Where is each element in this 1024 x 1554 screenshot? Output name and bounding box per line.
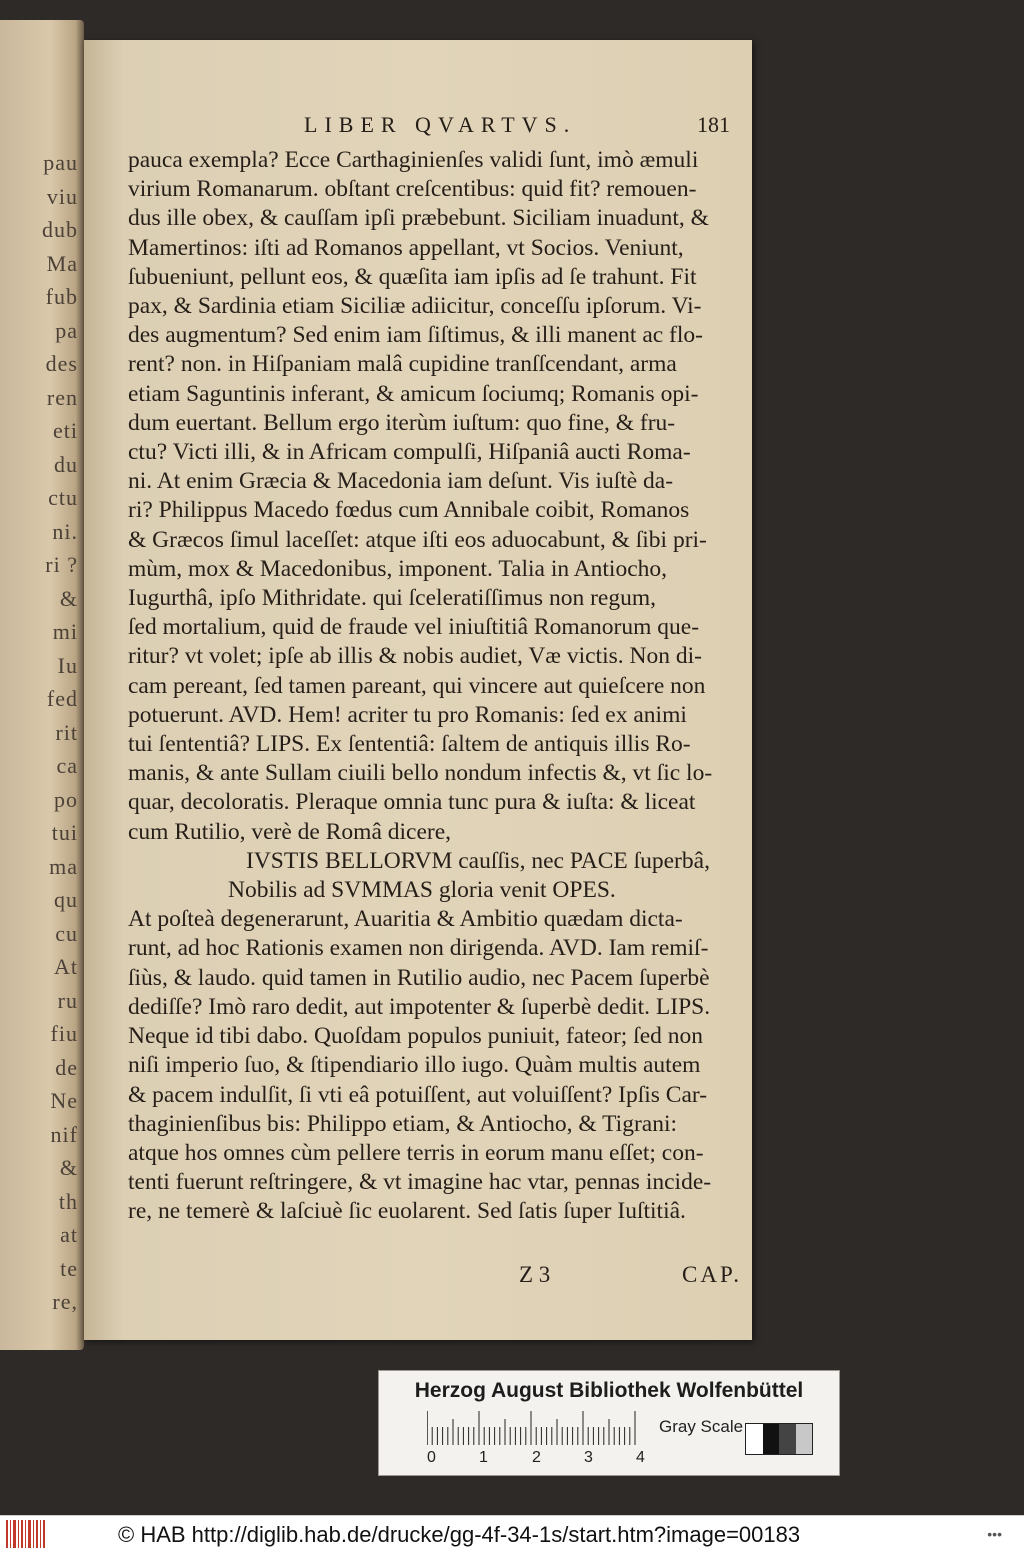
text-line: ritur? vt volet; ipſe ab illis & nobis audiet, Væ victis. Non di- [128, 643, 702, 670]
facing-page-fragment: ma [49, 853, 78, 879]
facing-page-fragment: ni. [52, 518, 78, 544]
scale-number: 2 [532, 1449, 541, 1466]
facing-page-fragment: rit [55, 719, 78, 745]
facing-page-edge [0, 20, 84, 1350]
facing-page-fragment: du [54, 451, 78, 477]
page-number: 181 [697, 112, 730, 137]
running-title: LIBER QVARTVS. [304, 112, 577, 137]
facing-page-fragment: ri ? [45, 552, 78, 577]
facing-page-fragment: des [45, 351, 78, 376]
facing-page-fragment: te [60, 1255, 78, 1281]
catchword: CAP. [682, 1262, 742, 1287]
gray-scale-swatch [745, 1423, 813, 1455]
text-line: Neque id tibi dabo. Quoſdam populos puniuit, fateor; ſed non [128, 1023, 704, 1050]
page-body [128, 146, 768, 1227]
facing-page-fragment: tui [51, 820, 78, 845]
text-line: Iugurthâ, ipſo Mithridate. qui ſceleratiſſimus non regum, [128, 585, 656, 612]
text-line: cum Rutilio, verè de Româ dicere, [128, 818, 452, 845]
facing-page-fragment: ca [56, 753, 78, 778]
text-line: pauca exempla? Ecce Carthaginienſes validi ſunt, imò æmuli [128, 147, 699, 173]
ruler-icon [427, 1411, 647, 1445]
facing-page-fragment: po [54, 786, 78, 812]
text-line: dus ille obex, & cauſſam ipſi præbebunt. Siciliam inuadunt, & [128, 205, 709, 232]
facing-page-fragment: at [60, 1222, 78, 1247]
scale-number: 1 [479, 1449, 488, 1466]
facing-page-fragment: Iu [57, 652, 78, 678]
facing-page-fragment: ren [46, 384, 78, 410]
text-line: ſed mortalium, quid de fraude vel iniuſtitiâ Romanorum que- [128, 614, 700, 641]
facing-page-fragment: fed [46, 686, 78, 711]
verse-line: IVSTIS BELLORVM cauſſis, nec PACE ſuperbâ, [246, 847, 710, 874]
text-line: virium Romanarum. obſtant creſcentibus: quid fit? remouen- [128, 176, 697, 203]
scale-number: 3 [584, 1449, 593, 1466]
facing-page-fragment: & [59, 1155, 78, 1180]
text-line: & pacem indulſit, ſi vti eâ potuiſſent, aut voluiſſent? Ipſis Car- [128, 1081, 708, 1108]
color-reference-card [378, 1370, 840, 1476]
facing-page-fragment: qu [54, 887, 78, 912]
text-line: potuerunt. AVD. Hem! acriter tu pro Romanis: ſed ex animi [128, 701, 687, 728]
text-line: manis, & ante Sullam ciuili bello nondum infectis &, vt ſic lo- [128, 760, 713, 787]
verse-line: Nobilis ad SVMMAS gloria venit OPES. [228, 877, 616, 904]
facing-page-fragment: fub [45, 284, 78, 309]
text-line: runt, ad hoc Rationis examen non dirigenda. AVD. Iam remiſ- [128, 935, 709, 962]
facing-page-fragment: & [59, 585, 78, 611]
more-icon[interactable]: ••• [987, 1526, 1002, 1542]
scale-number: 4 [636, 1449, 645, 1466]
scale-number: 0 [427, 1449, 436, 1466]
text-line: tui ſententiâ? LIPS. Ex ſententiâ: ſaltem de antiquis illis Ro- [128, 731, 691, 758]
text-line: ſiùs, & laudo. quid tamen in Rutilio audio, nec Pacem ſuperbè [128, 964, 710, 991]
barcode-icon [6, 1520, 46, 1548]
text-line: niſi imperio ſuo, & ſtipendiario illo iugo. Quàm multis autem [128, 1052, 701, 1079]
text-line: Mamertinos: iſti ad Romanos appellant, vt Socios. Veniunt, [128, 234, 684, 261]
text-line: re, ne temerè & laſciuè ſic euolarent. Sed ſatis ſuper Iuſtitiâ. [128, 1198, 686, 1225]
text-line: atque hos omnes cùm pellere terris in eorum manu eſſet; con- [128, 1139, 704, 1166]
facing-page-fragment: re, [52, 1289, 78, 1314]
text-line: des augmentum? Sed enim iam ſiſtimus, & illi manent ac flo- [128, 322, 703, 349]
facing-page-fragment: At [54, 954, 78, 979]
source-link[interactable]: © HAB http://diglib.hab.de/drucke/gg-4f-34-1s/start.htm?image=00183 [118, 1522, 801, 1547]
facing-page-fragment: dub [42, 217, 78, 242]
page-header [304, 112, 730, 138]
text-line: thaginienſibus bis: Philippo etiam, & Antiocho, & Tigrani: [128, 1110, 678, 1137]
text-line: ctu? Victi illi, & in Africam compulſi, Hiſpaniâ aucti Roma- [128, 439, 691, 466]
facing-page-fragment: eti [53, 418, 78, 443]
facing-page-fragment: th [58, 1188, 78, 1214]
facing-page-fragment: nif [50, 1121, 78, 1147]
text-line: mùm, mox & Macedonibus, imponent. Talia in Antiocho, [128, 555, 668, 582]
text-line: quar, decoloratis. Pleraque omnia tunc pura & iuſta: & liceat [128, 789, 696, 816]
facing-page-fragment: de [55, 1054, 78, 1080]
facing-page-fragment: ctu [48, 485, 78, 510]
facing-page-fragment: Ma [46, 250, 78, 276]
facing-page-fragment: viu [46, 183, 78, 209]
library-name: Herzog August Bibliothek Wolfenbüttel [414, 1379, 804, 1402]
facing-page-fragment: Ne [50, 1088, 78, 1113]
text-line: cam pereant, ſed tamen pareant, qui vincere aut quieſcere non [128, 672, 706, 699]
text-line: ſubueniunt, pellunt eos, & quæſita iam ipſis ad ſe trahunt. Fit [128, 263, 697, 290]
facing-page-fragment: fiu [50, 1021, 78, 1046]
facing-page-fragment: pau [43, 150, 78, 175]
text-line: ni. At enim Græcia & Macedonia iam deſunt. Vis iuſtè da- [128, 468, 674, 495]
text-line: pax, & Sardinia etiam Siciliæ adiicitur, conceſſu ipſorum. Vi- [128, 293, 702, 320]
gray-scale-label: Gray Scale [659, 1417, 744, 1436]
facing-page-fragment: ru [57, 987, 78, 1013]
book-page [84, 40, 752, 1340]
text-line: ri? Philippus Macedo fœdus cum Annibale coibit, Romanos [128, 497, 690, 524]
viewer-footer [0, 1515, 1024, 1554]
text-line: tenti fuerunt reſtringere, & vt imagine hac vtar, pennas incide- [128, 1169, 712, 1196]
text-line: dum euertant. Bellum ergo iterùm iuſtum: quo fine, & fru- [128, 409, 676, 436]
facing-page-fragment: pa [55, 317, 78, 343]
facing-page-fragment: cu [55, 920, 78, 946]
signature-mark: Z 3 [519, 1262, 551, 1287]
text-line: etiam Saguntinis inferant, & amicum ſociumq; Romanis opi- [128, 380, 699, 407]
text-line: & Græcos ſimul laceſſet: atque iſti eos aduocabunt, & ſibi pri- [128, 526, 707, 553]
text-line: rent? non. in Hiſpaniam malâ cupidine tranſſcendant, arma [128, 351, 677, 378]
text-line: At poſteà degenerarunt, Auaritia & Ambitio quædam dicta- [128, 906, 683, 933]
text-line: dediſſe? Imò raro dedit, aut impotenter & ſuperbè dedit. LIPS. [128, 993, 711, 1020]
facing-page-fragment: mi [52, 619, 78, 644]
